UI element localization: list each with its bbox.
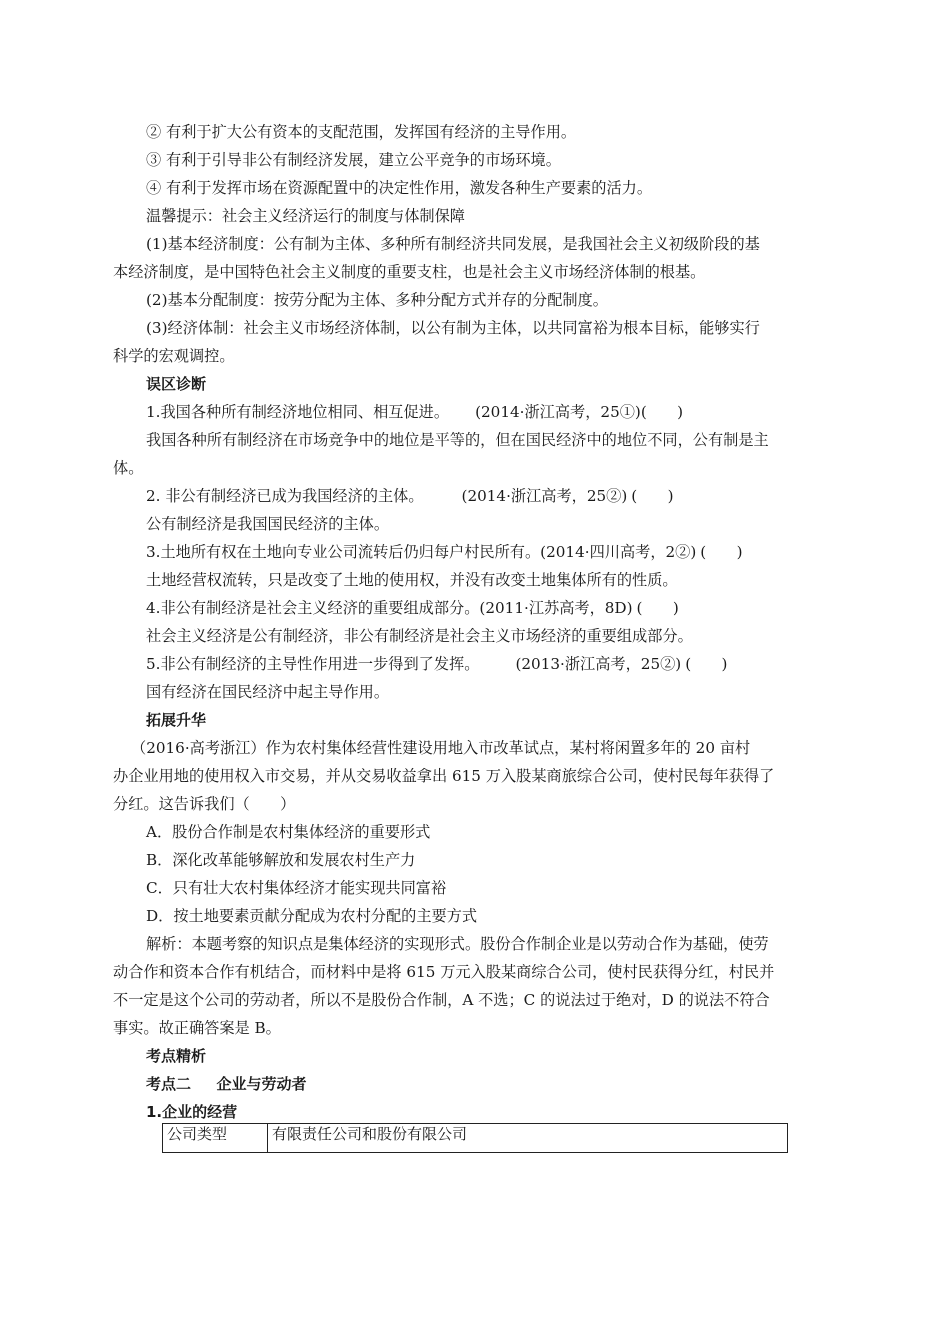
question-2 [146,486,846,506]
tip-item-1-cont: 本经济制度，是中国特色社会主义制度的重要支柱，也是社会主义市场经济体制的根基。 [113,263,706,281]
extension-stem-cont: 办企业用地的使用权入市交易，并从交易收益拿出 615 万入股某商旅综合公司，使村民每年获得了 [113,767,775,785]
tip-item-2: (2)基本分配制度：按劳分配为主体、多种分配方式并存的分配制度。 [146,291,608,309]
table-row [163,1124,788,1153]
section-item: 1.企业的经营 [146,1103,238,1121]
option-c: C．只有壮大农村集体经济才能实现共同富裕 [146,879,447,897]
extension-stem: （2016·高考浙江）作为农村集体经营性建设用地入市改革试点，某村将闲置多年的 20 亩村 [131,739,751,757]
extension-heading: 拓展升华 [146,711,207,729]
answer-blank: ( ) [700,543,743,561]
section-heading: 考点精析 [146,1047,207,1065]
table-cell-value: 有限责任公司和股份有限公司 [268,1124,788,1153]
answer-1: 我国各种所有制经济在市场竞争中的地位是平等的，但在国民经济中的地位不同，公有制是主 [146,431,769,449]
answer-1-cont: 体。 [113,459,144,477]
question-1 [146,402,846,422]
tip-item-3: (3)经济体制：社会主义市场经济体制，以公有制为主体，以共同富裕为根本目标，能够实行 [146,319,760,337]
question-4-text: 4.非公有制经济是社会主义经济的重要组成部分。(2011·江苏高考，8D) [146,599,633,617]
answer-blank: ( ) [640,403,684,421]
option-d: D．按土地要素贡献分配成为农村分配的主要方式 [146,907,478,925]
analysis-cont-2: 不一定是这个公司的劳动者，所以不是股份合作制，A 不选；C 的说法过于绝对，D 的说法不符合 [113,991,770,1009]
point-4: ④ 有利于发挥市场在资源配置中的决定性作用，激发各种生产要素的活力。 [146,179,653,197]
tip-item-3-cont: 科学的宏观调控。 [113,347,235,365]
question-1-text: 1.我国各种所有制经济地位相同、相互促进。 [146,403,450,421]
answer-5: 国有经济在国民经济中起主导作用。 [146,683,389,701]
question-1-citation: (2014·浙江高考，25①) [475,403,641,421]
option-a: A．股份合作制是农村集体经济的重要形式 [146,823,431,841]
analysis: 解析：本题考察的知识点是集体经济的实现形式。股份合作制企业是以劳动合作为基础，使劳 [146,935,769,953]
answer-blank: ( ) [636,599,679,617]
question-2-citation: (2014·浙江高考，25②) [461,487,628,505]
answer-3: 土地经营权流转，只是改变了土地的使用权，并没有改变土地集体所有的性质。 [146,571,678,589]
question-5-text: 5.非公有制经济的主导性作用进一步得到了发挥。 [146,655,480,673]
extension-stem-end: 分红。这告诉我们（ ） [113,795,296,813]
tip-item-1: (1)基本经济制度：公有制为主体、多种所有制经济共同发展，是我国社会主义初级阶段的基 [146,235,760,253]
point-3: ③ 有利于引导非公有制经济发展，建立公平竞争的市场环境。 [146,151,561,169]
question-3 [146,542,846,562]
question-4 [146,598,846,618]
analysis-cont-3: 事实。故正确答案是 B。 [113,1019,281,1037]
section-subheading: 考点二 企业与劳动者 [146,1075,307,1093]
table-cell-key: 公司类型 [163,1124,268,1153]
point-2: ② 有利于扩大公有资本的支配范围，发挥国有经济的主导作用。 [146,123,577,141]
answer-4: 社会主义经济是公有制经济，非公有制经济是社会主义市场经济的重要组成部分。 [146,627,693,645]
answer-blank: ( ) [631,487,674,505]
company-type-table [162,1123,788,1153]
misdiagnosis-heading: 误区诊断 [146,375,207,393]
answer-2: 公有制经济是我国国民经济的主体。 [146,515,389,533]
question-5-citation: (2013·浙江高考，25②) [515,655,682,673]
tip-title: 温馨提示：社会主义经济运行的制度与体制保障 [146,207,465,225]
question-2-text: 2. 非公有制经济已成为我国经济的主体。 [146,487,424,505]
question-5 [146,654,846,674]
analysis-cont-1: 动合作和资本合作有机结合，而材料中是将 615 万元入股某商综合公司，使村民获得分红，村民并 [113,963,775,981]
question-3-text: 3.土地所有权在土地向专业公司流转后仍归每户村民所有。(2014·四川高考，2②) [146,543,697,561]
answer-blank: ( ) [685,655,728,673]
option-b: B．深化改革能够解放和发展农村生产力 [146,851,416,869]
